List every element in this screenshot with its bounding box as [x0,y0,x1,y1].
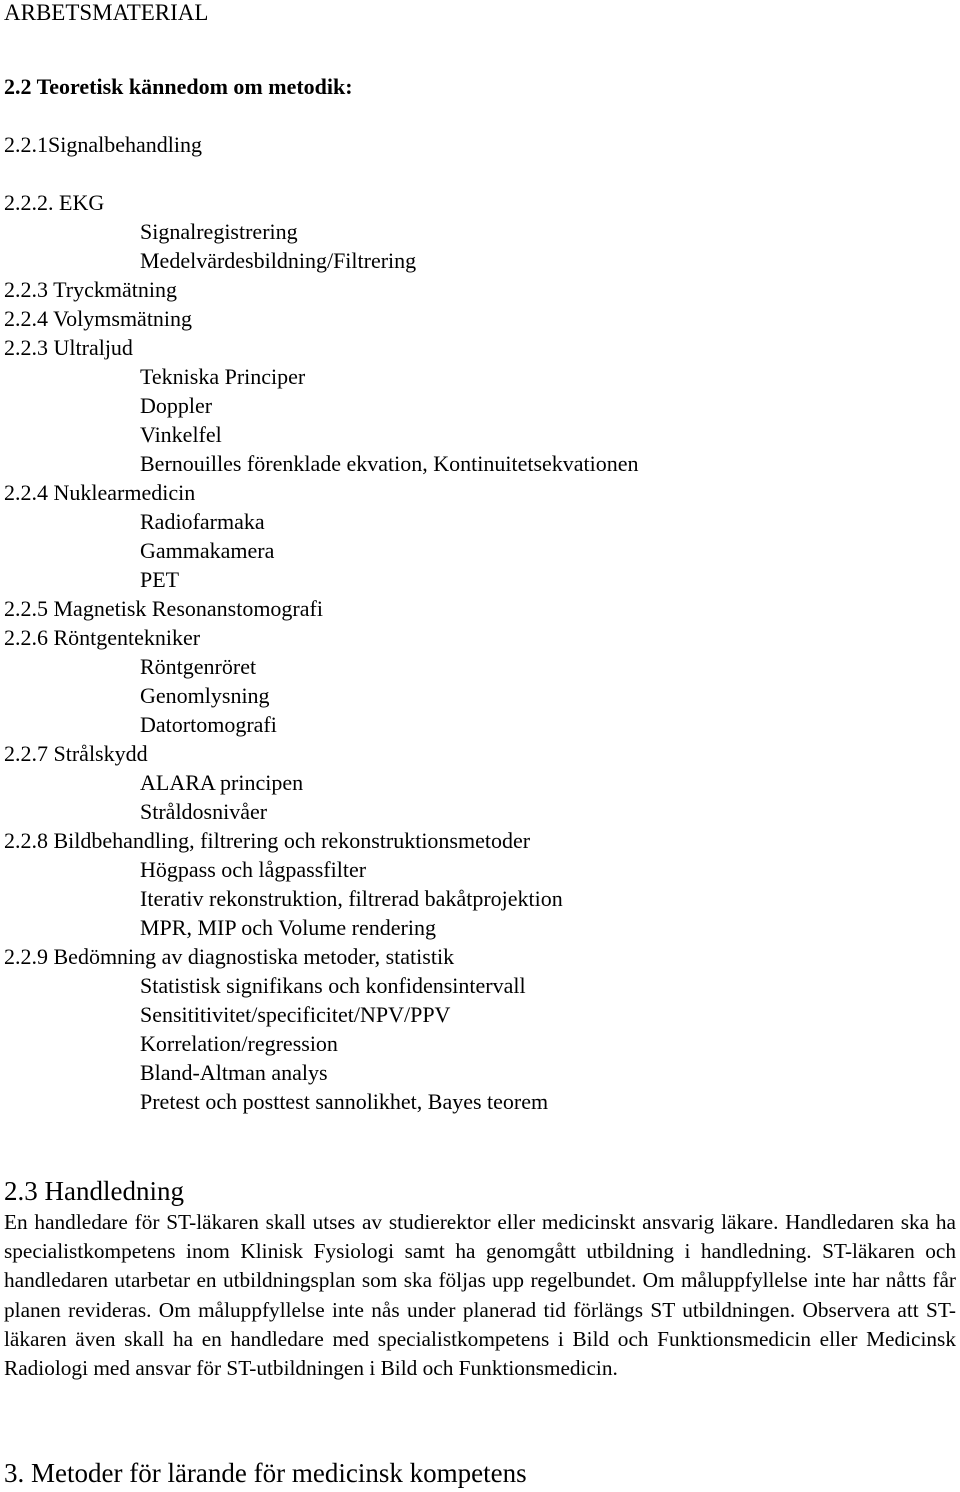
topic-subitem: Pretest och posttest sannolikhet, Bayes teorem [140,1089,549,1114]
topic-heading: 2.2.2. EKG [4,190,105,215]
topic-heading: 2.2.9 Bedömning av diagnostiska metoder, statistik [4,944,455,969]
topic-subitem: Signalregistrering [140,219,298,244]
section-2-3-title: 2.3 Handledning [4,1176,184,1206]
topic-subitem: Tekniska Principer [140,364,306,389]
topic-subitem: Gammakamera [140,538,275,563]
topic-heading: 2.2.5 Magnetisk Resonanstomografi [4,596,323,621]
topic-subitem: Korrelation/regression [140,1031,338,1056]
section-2-3-body: En handledare för ST-läkaren skall utses av studierektor eller medicinskt ansvarig läkare. Handledaren ska ha specialistkompetens inom Klinisk Fysiologi samt ha genomgått utbildning i handledning. ST-läkaren och handledaren utarbetar en utbildningsplan som ska följas upp regelbundet. Om måluppfyllelse inte har nåtts får planen revideras. Om måluppfyllelse inte nås under planerad tid förlängs ST utbildningen. Observera att ST-läkaren även skall ha en handledare med specialistkompetens i Bild och Funktionsmedicin eller Medicinsk Radiologi med ansvar för ST-utbildningen i Bild och Funktionsmedicin. [4,1210,956,1381]
topic-subitem: Bland-Altman analys [140,1060,328,1085]
topic-subitem: Högpass och lågpassfilter [140,857,367,882]
topic-heading: 2.2.4 Nuklearmedicin [4,480,196,505]
topic-subitem: Vinkelfel [140,422,222,447]
topic-heading: 2.2.3 Tryckmätning [4,277,177,302]
topic-subitem: MPR, MIP och Volume rendering [140,915,436,940]
topic-subitem: Datortomografi [140,712,277,737]
topic-subitem: Doppler [140,393,213,418]
topic-subitem: Radiofarmaka [140,509,265,534]
section-2-2-title: 2.2 Teoretisk kännedom om metodik: [4,74,353,99]
topic-heading: 2.2.1Signalbehandling [4,132,202,157]
topic-subitem: ALARA principen [140,770,304,795]
topic-heading: 2.2.7 Strålskydd [4,741,148,766]
topic-subitem: Stråldosnivåer [140,799,268,824]
topic-heading: 2.2.3 Ultraljud [4,335,133,360]
topic-subitem: Bernouilles förenklade ekvation, Kontinuitetsekvationen [140,451,639,476]
topic-subitem: Genomlysning [140,683,270,708]
topic-subitem: Röntgenröret [140,654,257,679]
document-header: ARBETSMATERIAL [4,0,209,25]
topic-subitem: PET [140,567,180,592]
topic-heading: 2.2.8 Bildbehandling, filtrering och rekonstruktionsmetoder [4,828,531,853]
topic-heading: 2.2.4 Volymsmätning [4,306,193,331]
topic-subitem: Iterativ rekonstruktion, filtrerad bakåtprojektion [140,886,563,911]
topic-subitem: Sensititivitet/specificitet/NPV/PPV [140,1002,451,1027]
section-3-title: 3. Metoder för lärande för medicinsk kompetens [4,1458,527,1488]
topic-heading: 2.2.6 Röntgentekniker [4,625,201,650]
topic-subitem: Statistisk signifikans och konfidensintervall [140,973,526,998]
topic-subitem: Medelvärdesbildning/Filtrering [140,248,417,273]
